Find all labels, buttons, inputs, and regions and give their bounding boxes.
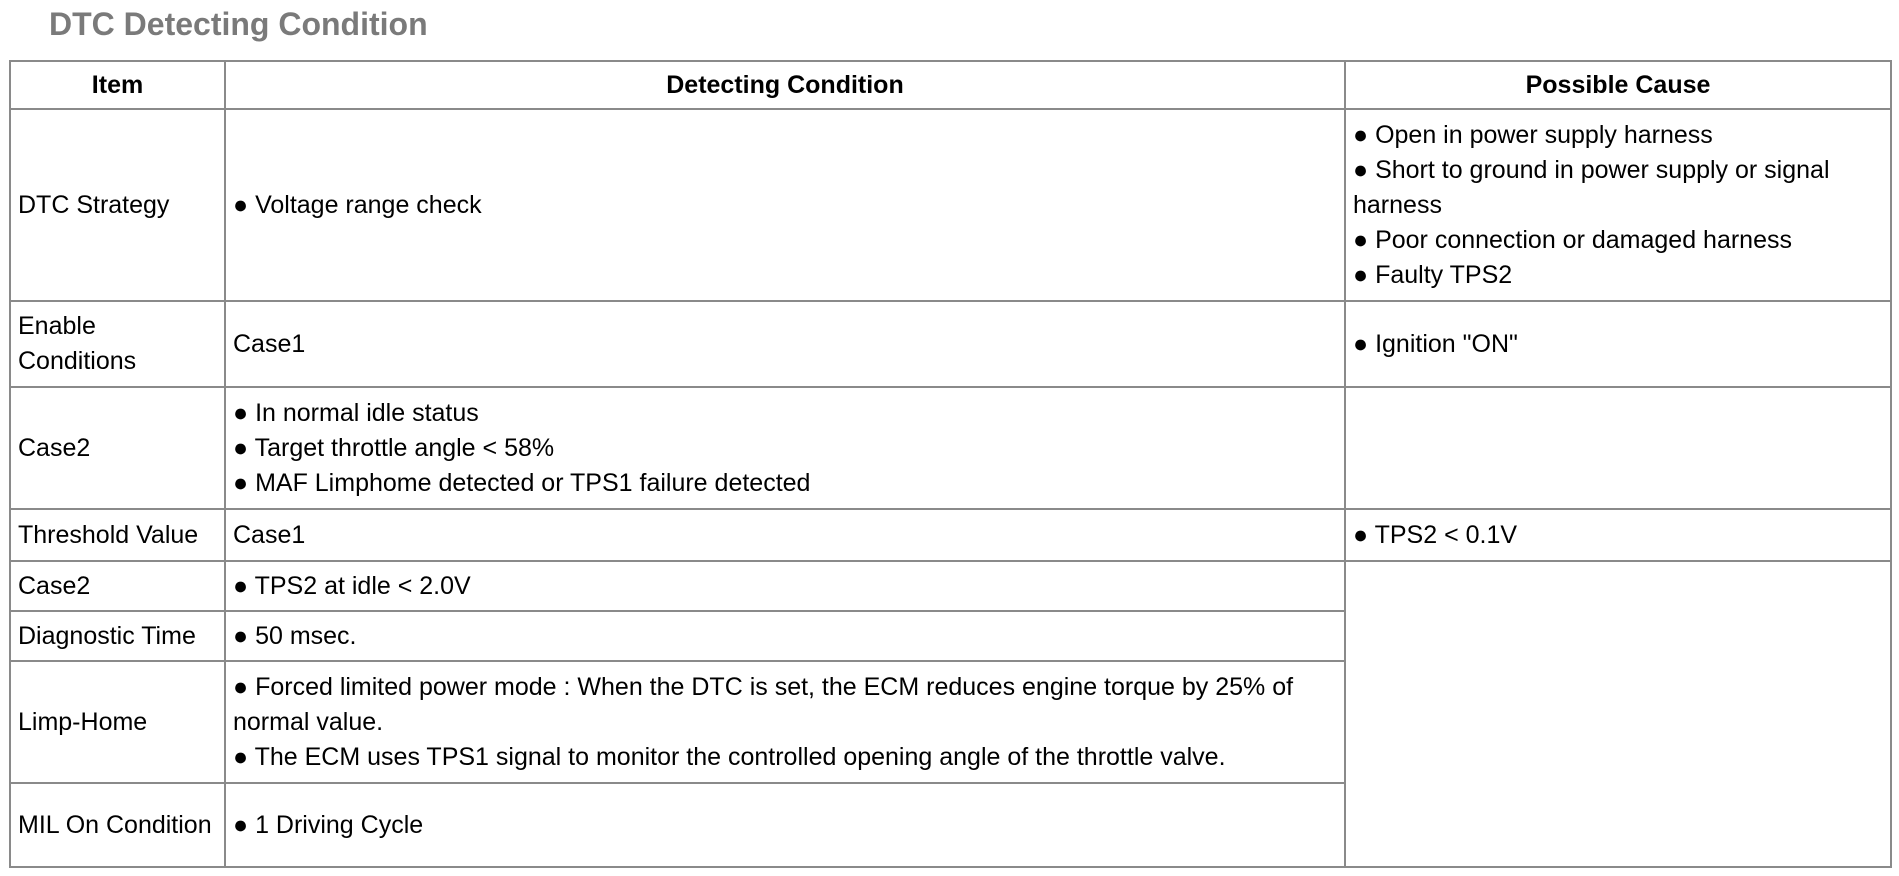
row-item: MIL On Condition — [10, 783, 225, 867]
row-cause — [1345, 109, 1891, 301]
bullet-line: ● Poor connection or damaged harness — [1353, 225, 1792, 254]
bullet-line: ● Target throttle angle < 58% — [233, 433, 555, 462]
row-item: Case2 — [10, 387, 225, 509]
header-possible-cause: Possible Cause — [1345, 61, 1891, 109]
table-row — [10, 301, 1891, 387]
table-row — [10, 561, 1891, 611]
row-item: Enable Conditions — [10, 301, 225, 387]
bullet-line: ● Faulty TPS2 — [1353, 260, 1513, 289]
row-item: Limp-Home — [10, 661, 225, 783]
table-row — [10, 509, 1891, 561]
bullet-line: ● MAF Limphome detected or TPS1 failure detected — [233, 468, 811, 497]
table-row — [10, 109, 1891, 301]
table-header-row — [10, 61, 1891, 109]
row-detecting: ● TPS2 at idle < 2.0V — [225, 561, 1345, 611]
row-item: DTC Strategy — [10, 109, 225, 301]
table-row — [10, 387, 1891, 509]
dtc-table — [9, 60, 1892, 868]
bullet-line: ● The ECM uses TPS1 signal to monitor the controlled opening angle of the throttle valve. — [233, 742, 1226, 771]
bullet-line: ● Voltage range check — [233, 190, 482, 219]
row-detecting: ● 1 Driving Cycle — [225, 783, 1345, 867]
row-detecting: ● 50 msec. — [225, 611, 1345, 661]
row-cause-empty — [1345, 387, 1891, 509]
row-item: Threshold Value — [10, 509, 225, 561]
row-detecting — [225, 109, 1345, 301]
page-title: DTC Detecting Condition — [49, 6, 428, 42]
bullet-line: ● Forced limited power mode : When the DTC is set, the ECM reduces engine torque by 25% of normal value. — [233, 672, 1294, 736]
row-detecting — [225, 661, 1345, 783]
row-cause: ● Ignition "ON" — [1345, 301, 1891, 387]
bullet-line: ● Open in power supply harness — [1353, 120, 1713, 149]
bullet-line: ● In normal idle status — [233, 398, 479, 427]
row-detecting — [225, 387, 1345, 509]
row-cause: ● TPS2 < 0.1V — [1345, 509, 1891, 561]
row-item: Diagnostic Time — [10, 611, 225, 661]
bullet-line: ● Short to ground in power supply or signal harness — [1353, 155, 1830, 219]
row-item: Case2 — [10, 561, 225, 611]
header-item: Item — [10, 61, 225, 109]
row-detecting: Case1 — [225, 301, 1345, 387]
row-detecting: Case1 — [225, 509, 1345, 561]
row-cause-empty — [1345, 561, 1891, 867]
header-detecting-condition: Detecting Condition — [225, 61, 1345, 109]
